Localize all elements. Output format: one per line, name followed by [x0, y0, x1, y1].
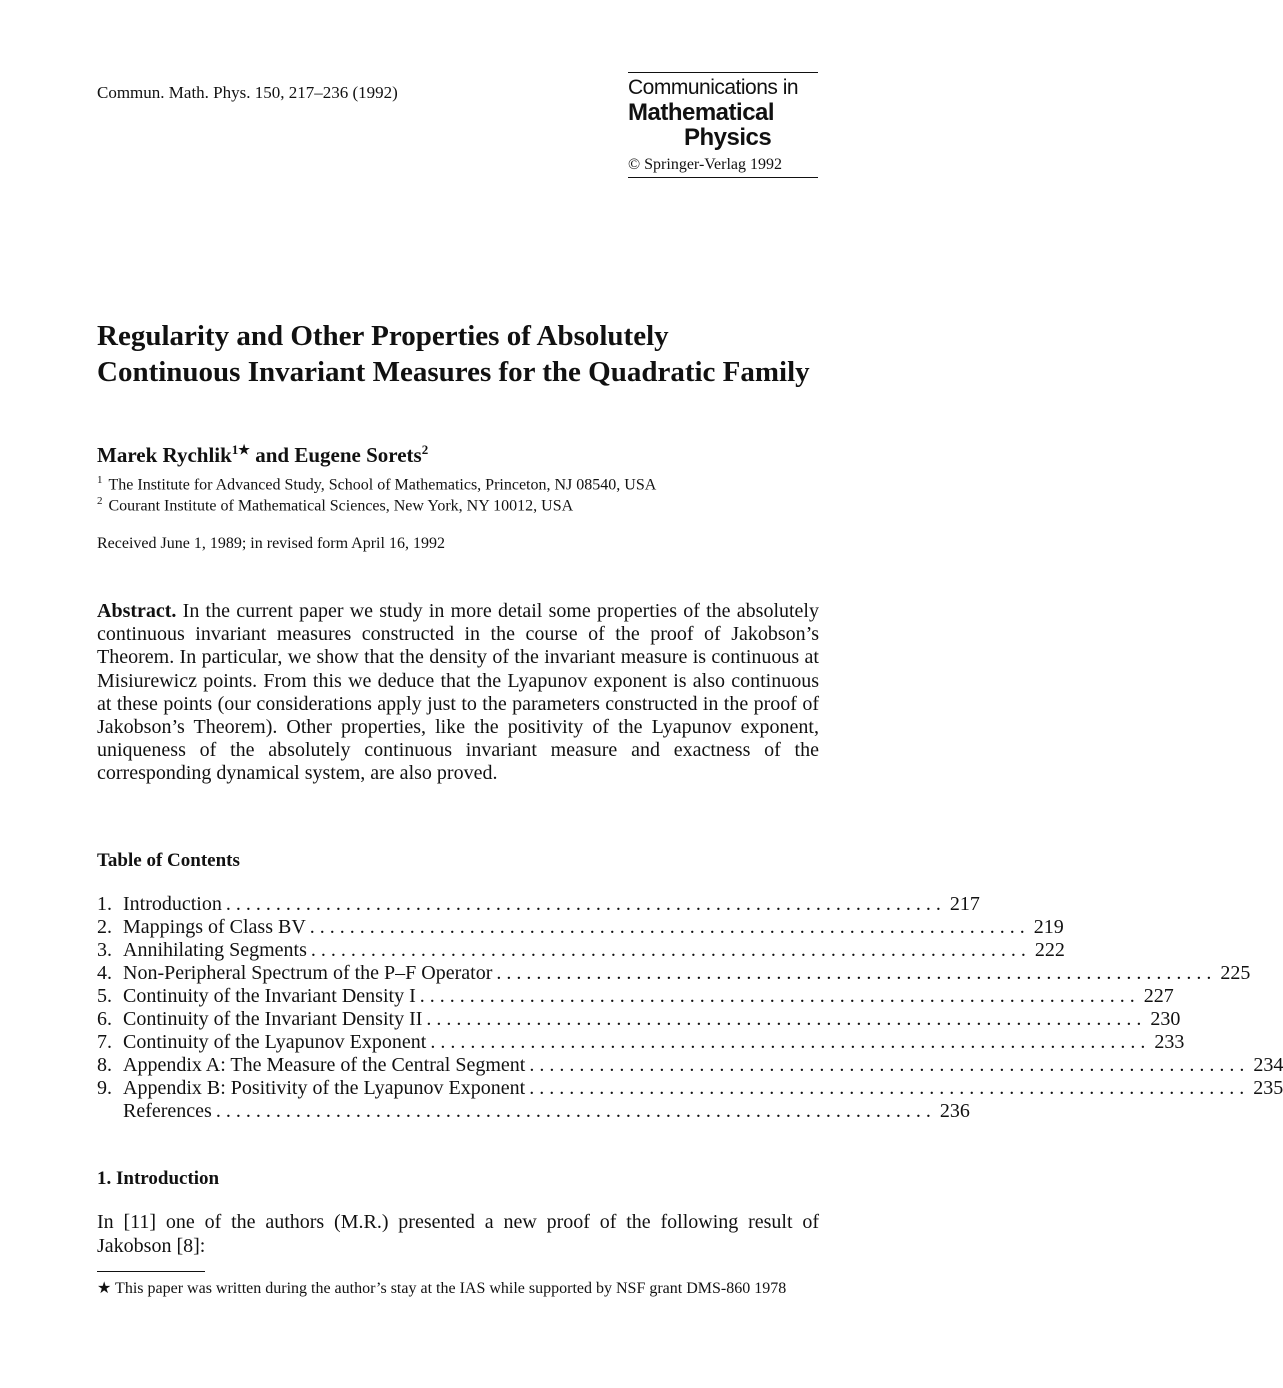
toc-page: 225 — [1220, 962, 1251, 984]
abstract — [97, 600, 819, 786]
toc-leader: ........................................................................ — [426, 1008, 1147, 1030]
author-conjunction: and — [249, 443, 295, 467]
toc-page: 217 — [949, 893, 980, 915]
toc-entry — [97, 1054, 1283, 1077]
toc-entry — [97, 916, 1064, 939]
toc-title: Annihilating Segments — [123, 939, 307, 961]
brand-rule-bottom — [628, 177, 818, 178]
copyright-notice: © Springer-Verlag 1992 — [628, 156, 783, 173]
toc-leader: ........................................................................ — [529, 1054, 1250, 1076]
toc-number: 9. — [97, 1077, 112, 1099]
toc-number: 8. — [97, 1054, 112, 1076]
toc-number: 7. — [97, 1031, 112, 1053]
toc-number: 6. — [97, 1008, 112, 1030]
toc-leader: ........................................................................ — [225, 893, 946, 915]
affiliation — [97, 495, 573, 515]
abstract-label: Abstract. — [97, 600, 177, 622]
toc-entry — [97, 1100, 970, 1123]
toc-title: Appendix A: The Measure of the Central Segment — [123, 1054, 526, 1076]
journal-name-line3: Physics — [684, 124, 772, 151]
toc-entry — [97, 939, 1065, 962]
affiliation-mark: 2 — [97, 495, 103, 507]
toc-entry — [97, 962, 1251, 985]
toc-leader: ........................................................................ — [419, 985, 1140, 1007]
toc-title: Continuity of the Lyapunov Exponent — [123, 1031, 427, 1053]
toc-page: 233 — [1154, 1031, 1185, 1053]
affiliation — [97, 474, 656, 494]
footnote-rule — [97, 1271, 205, 1272]
toc-title: Appendix B: Positivity of the Lyapunov Exponent — [123, 1077, 526, 1099]
section-heading: 1. Introduction — [97, 1168, 220, 1189]
toc-leader: ........................................................................ — [529, 1077, 1250, 1099]
author-name: Eugene Sorets — [294, 443, 422, 467]
author-line — [97, 442, 428, 468]
toc-page: 227 — [1143, 985, 1174, 1007]
toc-leader: ........................................................................ — [309, 916, 1030, 938]
toc-number: 1. — [97, 893, 112, 915]
toc-title: Introduction — [123, 893, 222, 915]
toc-entry — [97, 1031, 1185, 1054]
author-name: Marek Rychlik — [97, 443, 232, 467]
toc-leader: ........................................................................ — [496, 962, 1217, 984]
paper-title: Regularity and Other Properties of Absolutely Continuous Invariant Measures for the Quadratic Family — [97, 320, 810, 388]
brand-rule-top — [628, 72, 818, 73]
affiliation-mark: 1 — [97, 474, 103, 486]
toc-title: Non-Peripheral Spectrum of the P–F Operator — [123, 962, 493, 984]
toc-page: 230 — [1150, 1008, 1181, 1030]
toc-page: 235 — [1253, 1077, 1283, 1099]
footnote: ★ This paper was written during the author’s stay at the IAS while supported by NSF grant DMS-860 1978 — [97, 1280, 787, 1297]
journal-name-line1: Communications in — [628, 76, 799, 99]
toc-number: 5. — [97, 985, 112, 1007]
toc-number: 3. — [97, 939, 112, 961]
toc-entry — [97, 1008, 1181, 1031]
abstract-text: In the current paper we study in more detail some properties of the absolutely continuous invariant measures constructed in the course of the proof of Jakobson’s Theorem. In particular, we show that the density of the invariant measure is continuous at Misiurewicz points. From this we deduce that the Lyapunov exponent is also continuous at these points (our considerations apply just to the parameters constructed in the proof of Jakobson’s Theorem). Other properties, like the positivity of the Lyapunov exponent, uniqueness of the absolutely continuous invariant measure and exactness of the corresponding dynamical system, are also proved. — [97, 600, 819, 785]
toc-title: Mappings of Class BV — [123, 916, 306, 938]
section-text: In [11] one of the authors (M.R.) presented a new proof of the following result of Jakobson [8]: — [97, 1211, 819, 1257]
journal-brand — [628, 72, 818, 178]
toc-page: 222 — [1034, 939, 1065, 961]
toc-leader: ........................................................................ — [430, 1031, 1151, 1053]
journal-citation: Commun. Math. Phys. 150, 217–236 (1992) — [97, 83, 398, 102]
table-of-contents — [97, 893, 1283, 1123]
author-affiliation-mark: 2 — [421, 442, 429, 457]
toc-number: 2. — [97, 916, 112, 938]
journal-name-line2: Mathematical — [628, 99, 775, 126]
toc-title: References — [123, 1100, 212, 1122]
received-date: Received June 1, 1989; in revised form April 16, 1992 — [97, 535, 445, 552]
toc-entry — [97, 1077, 1283, 1100]
toc-page: 234 — [1253, 1054, 1283, 1076]
affiliation-text: The Institute for Advanced Study, School of Mathematics, Princeton, NJ 08540, USA — [108, 476, 657, 494]
toc-leader: ........................................................................ — [215, 1100, 936, 1122]
toc-title: Continuity of the Invariant Density II — [123, 1008, 423, 1030]
toc-page: 219 — [1033, 916, 1064, 938]
author-affiliation-mark: 1★ — [231, 442, 250, 457]
toc-number: 4. — [97, 962, 112, 984]
toc-page: 236 — [939, 1100, 970, 1122]
toc-entry — [97, 893, 980, 916]
toc-heading: Table of Contents — [97, 850, 240, 871]
toc-title: Continuity of the Invariant Density I — [123, 985, 416, 1007]
affiliation-text: Courant Institute of Mathematical Sciences, New York, NY 10012, USA — [108, 497, 574, 515]
toc-leader: ........................................................................ — [310, 939, 1031, 961]
toc-entry — [97, 985, 1174, 1008]
